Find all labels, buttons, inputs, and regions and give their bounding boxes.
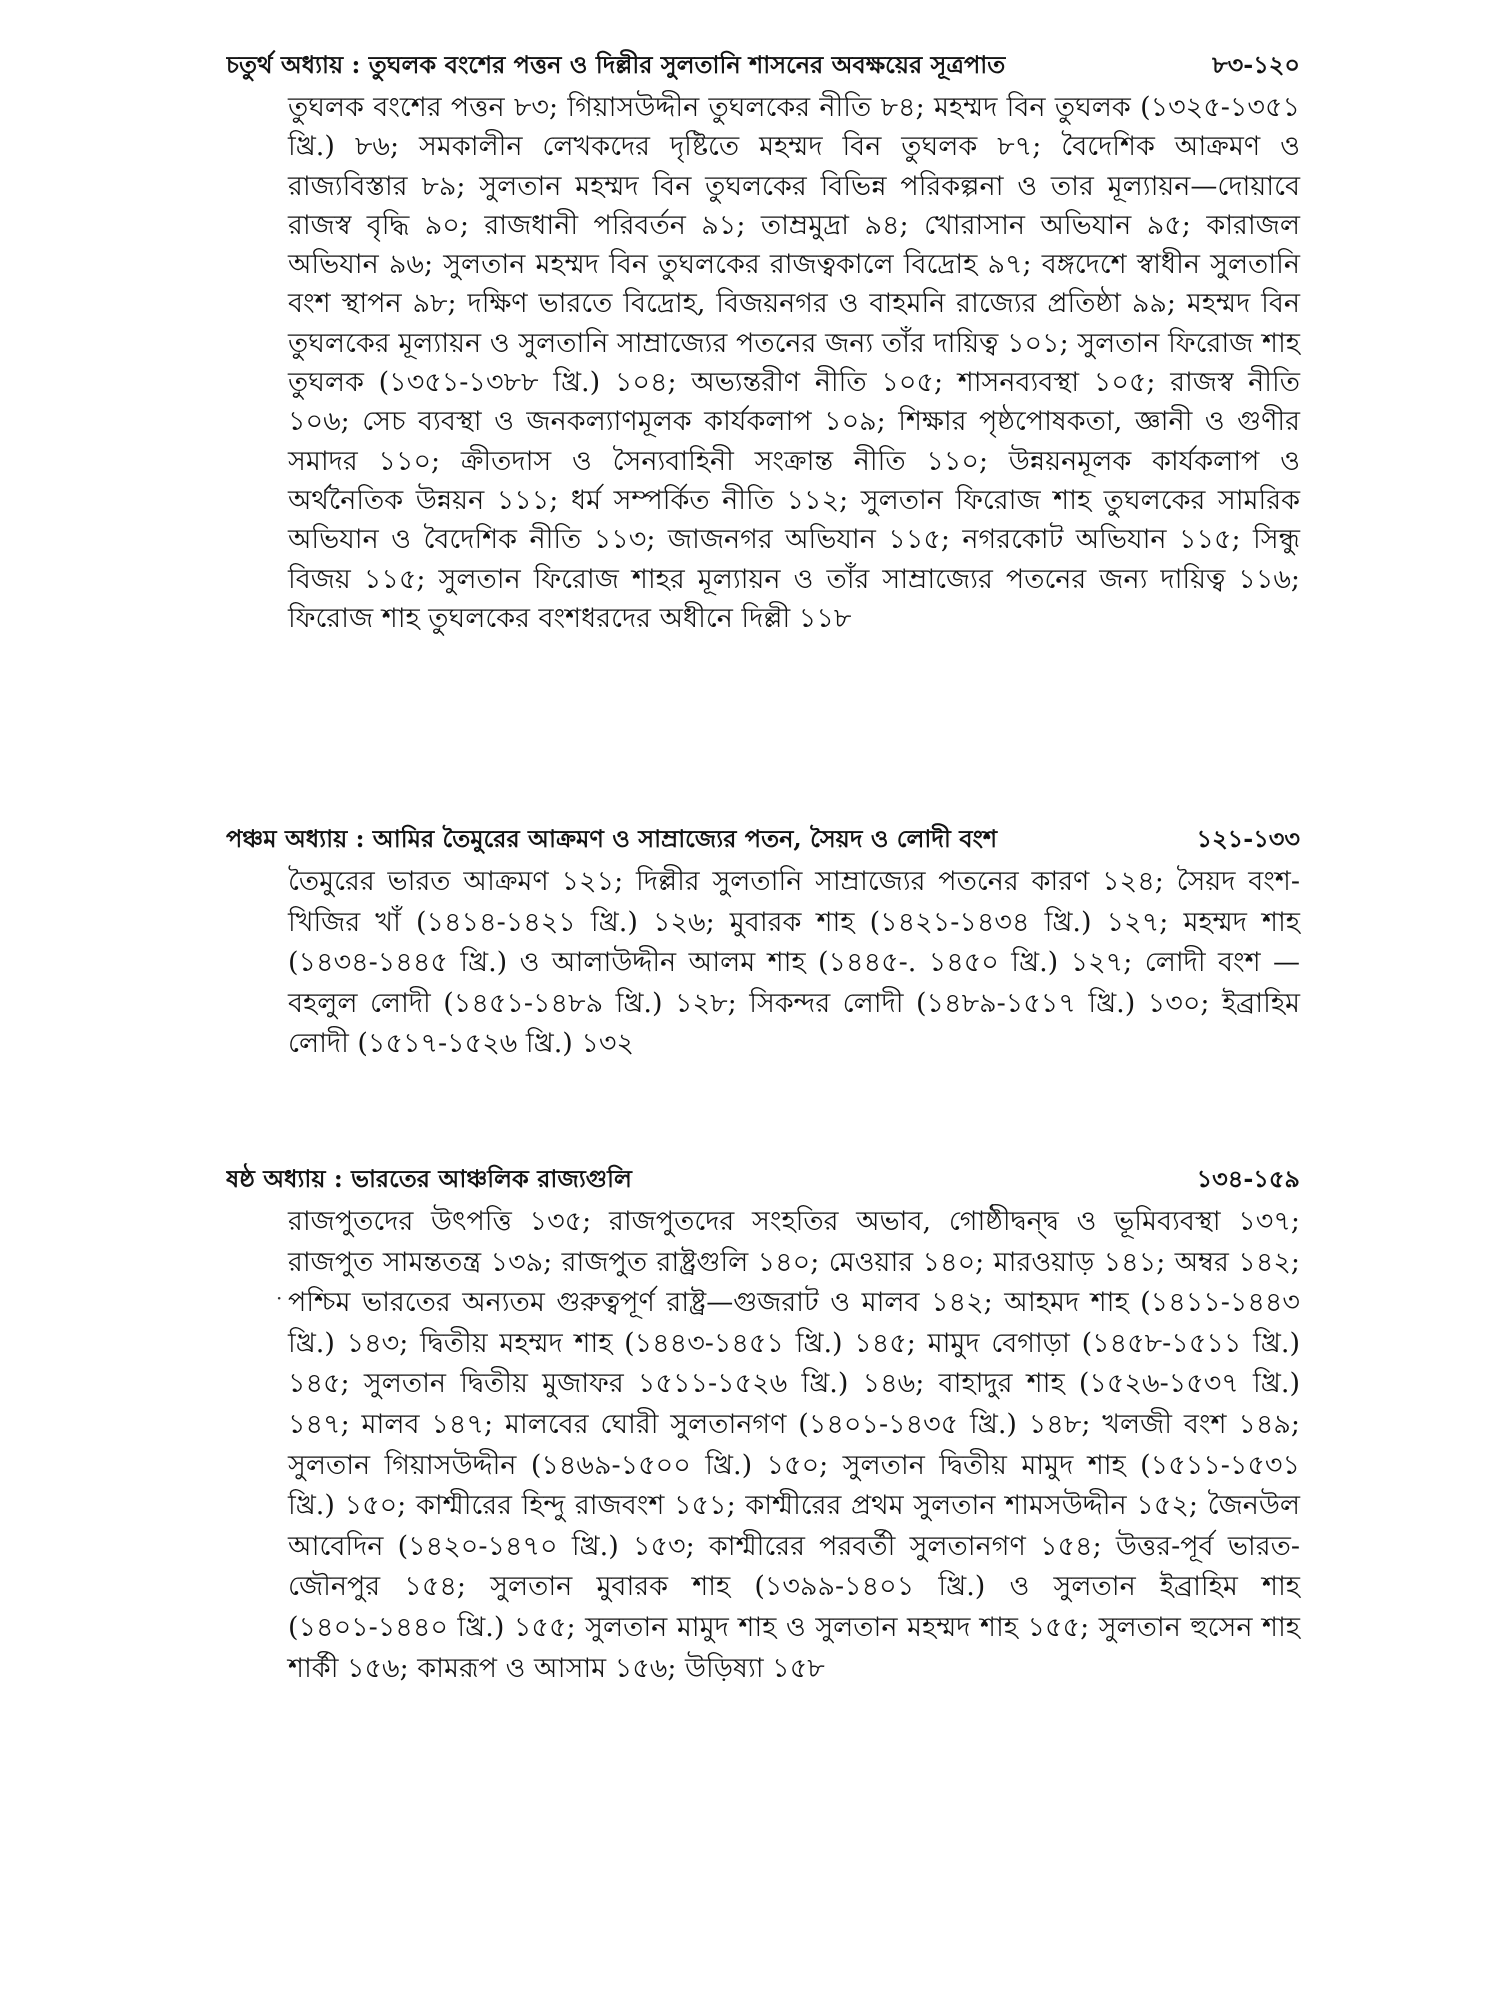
chapter-heading [226, 48, 1300, 82]
chapter-6-entry [226, 1162, 1300, 1689]
chapter-title: চতুর্থ অধ্যায় : তুঘলক বংশের পত্তন ও দিল্লীর সুলতানি শাসনের অবক্ষয়ের সূত্রপাত [226, 50, 1006, 79]
chapter-title: পঞ্চম অধ্যায় : আমির তৈমুরের আক্রমণ ও সাম্রাজ্যের পতন, সৈয়দ ও লোদী বংশ [226, 824, 998, 853]
chapter-title: ষষ্ঠ অধ্যায় : ভারতের আঞ্চলিক রাজ্যগুলি [226, 1164, 632, 1193]
print-speck: · [276, 1286, 283, 1310]
chapter-4-entry [226, 48, 1300, 638]
chapter-5-entry [226, 822, 1300, 1065]
chapter-page-range: ১২১-১৩৩ [1196, 824, 1300, 853]
chapter-topics: তৈমুরের ভারত আক্রমণ ১২১; দিল্লীর সুলতানি সাম্রাজ্যের পতনের কারণ ১২৪; সৈয়দ বংশ-খিজির খাঁ (১৪১৪-১৪২১ খ্রি.) ১২৬; মুবারক শাহ (১৪২১-১৪৩৪ খ্রি.) ১২৭; মহম্মদ শাহ (১৪৩৪-১৪৪৫ খ্রি.) ও আলাউদ্দীন আলম শাহ (১৪৪৫-. ১৪৫০ খ্রি.) ১২৭; লোদী বংশ — বহলুল লোদী (১৪৫১-১৪৮৯ খ্রি.) ১২৮; সিকন্দর লোদী (১৪৮৯-১৫১৭ খ্রি.) ১৩০; ইব্রাহিম লোদী (১৫১৭-১৫২৬ খ্রি.) ১৩২ [288, 866, 1300, 1060]
chapter-heading [226, 1162, 1300, 1196]
chapter-page-range: ৮৩-১২০ [1212, 50, 1300, 79]
chapter-topics: রাজপুতদের উৎপত্তি ১৩৫; রাজপুতদের সংহতির অভাব, গোষ্ঠীদ্বন্দ্ব ও ভূমিব্যবস্থা ১৩৭; রাজপুত সামন্ততন্ত্র ১৩৯; রাজপুত রাষ্ট্রগুলি ১৪০; মেওয়ার ১৪০; মারওয়াড় ১৪১; অম্বর ১৪২; পশ্চিম ভারতের অন্যতম গুরুত্বপূর্ণ রাষ্ট্র—গুজরাট ও মালব ১৪২; আহমদ শাহ (১৪১১-১৪৪৩ খ্রি.) ১৪৩; দ্বিতীয় মহম্মদ শাহ (১৪৪৩-১৪৫১ খ্রি.) ১৪৫; মামুদ বেগাড়া (১৪৫৮-১৫১১ খ্রি.) ১৪৫; সুলতান দ্বিতীয় মুজাফর ১৫১১-১৫২৬ খ্রি.) ১৪৬; বাহাদুর শাহ (১৫২৬-১৫৩৭ খ্রি.) ১৪৭; মালব ১৪৭; মালবের ঘোরী সুলতানগণ (১৪০১-১৪৩৫ খ্রি.) ১৪৮; খলজী বংশ ১৪৯; সুলতান গিয়াসউদ্দীন (১৪৬৯-১৫০০ খ্রি.) ১৫০; সুলতান দ্বিতীয় মামুদ শাহ (১৫১১-১৫৩১ খ্রি.) ১৫০; কাশ্মীরের হিন্দু রাজবংশ ১৫১; কাশ্মীরের প্রথম সুলতান শামসউদ্দীন ১৫২; জৈনউল আবেদিন (১৪২০-১৪৭০ খ্রি.) ১৫৩; কাশ্মীরের পরবর্তী সুলতানগণ ১৫৪; উত্তর-পূর্ব ভারত-জৌনপুর ১৫৪; সুলতান মুবারক শাহ (১৩৯৯-১৪০১ খ্রি.) ও সুলতান ইব্রাহিম শাহ (১৪০১-১৪৪০ খ্রি.) ১৫৫; সুলতান মামুদ শাহ ও সুলতান মহম্মদ শাহ ১৫৫; সুলতান হুসেন শাহ শার্কী ১৫৬; কামরূপ ও আসাম ১৫৬; উড়িষ্যা ১৫৮ [288, 1206, 1300, 1684]
chapter-topics: তুঘলক বংশের পত্তন ৮৩; গিয়াসউদ্দীন তুঘলকের নীতি ৮৪; মহম্মদ বিন তুঘলক (১৩২৫-১৩৫১ খ্রি.) ৮৬; সমকালীন লেখকদের দৃষ্টিতে মহম্মদ বিন তুঘলক ৮৭; বৈদেশিক আক্রমণ ও রাজ্যবিস্তার ৮৯; সুলতান মহম্মদ বিন তুঘলকের বিভিন্ন পরিকল্পনা ও তার মূল্যায়ন—দোয়াবে রাজস্ব বৃদ্ধি ৯০; রাজধানী পরিবর্তন ৯১; তাম্রমুদ্রা ৯৪; খোরাসান অভিযান ৯৫; কারাজল অভিযান ৯৬; সুলতান মহম্মদ বিন তুঘলকের রাজত্বকালে বিদ্রোহ ৯৭; বঙ্গদেশে স্বাধীন সুলতানি বংশ স্থাপন ৯৮; দক্ষিণ ভারতে বিদ্রোহ, বিজয়নগর ও বাহমনি রাজ্যের প্রতিষ্ঠা ৯৯; মহম্মদ বিন তুঘলকের মূল্যায়ন ও সুলতানি সাম্রাজ্যের পতনের জন্য তাঁর দায়িত্ব ১০১; সুলতান ফিরোজ শাহ তুঘলক (১৩৫১-১৩৮৮ খ্রি.) ১০৪; অভ্যন্তরীণ নীতি ১০৫; শাসনব্যবস্থা ১০৫; রাজস্ব নীতি ১০৬; সেচ ব্যবস্থা ও জনকল্যাণমূলক কার্যকলাপ ১০৯; শিক্ষার পৃষ্ঠপোষকতা, জ্ঞানী ও গুণীর সমাদর ১১০; ক্রীতদাস ও সৈন্যবাহিনী সংক্রান্ত নীতি ১১০; উন্নয়নমূলক কার্যকলাপ ও অর্থনৈতিক উন্নয়ন ১১১; ধর্ম সম্পর্কিত নীতি ১১২; সুলতান ফিরোজ শাহ তুঘলকের সামরিক অভিযান ও বৈদেশিক নীতি ১১৩; জাজনগর অভিযান ১১৫; নগরকোট অভিযান ১১৫; সিন্ধু বিজয় ১১৫; সুলতান ফিরোজ শাহর মূল্যায়ন ও তাঁর সাম্রাজ্যের পতনের জন্য দায়িত্ব ১১৬; ফিরোজ শাহ তুঘলকের বংশধরদের অধীনে দিল্লী ১১৮ [288, 92, 1300, 634]
chapter-page-range: ১৩৪-১৫৯ [1196, 1164, 1300, 1193]
chapter-heading [226, 822, 1300, 856]
